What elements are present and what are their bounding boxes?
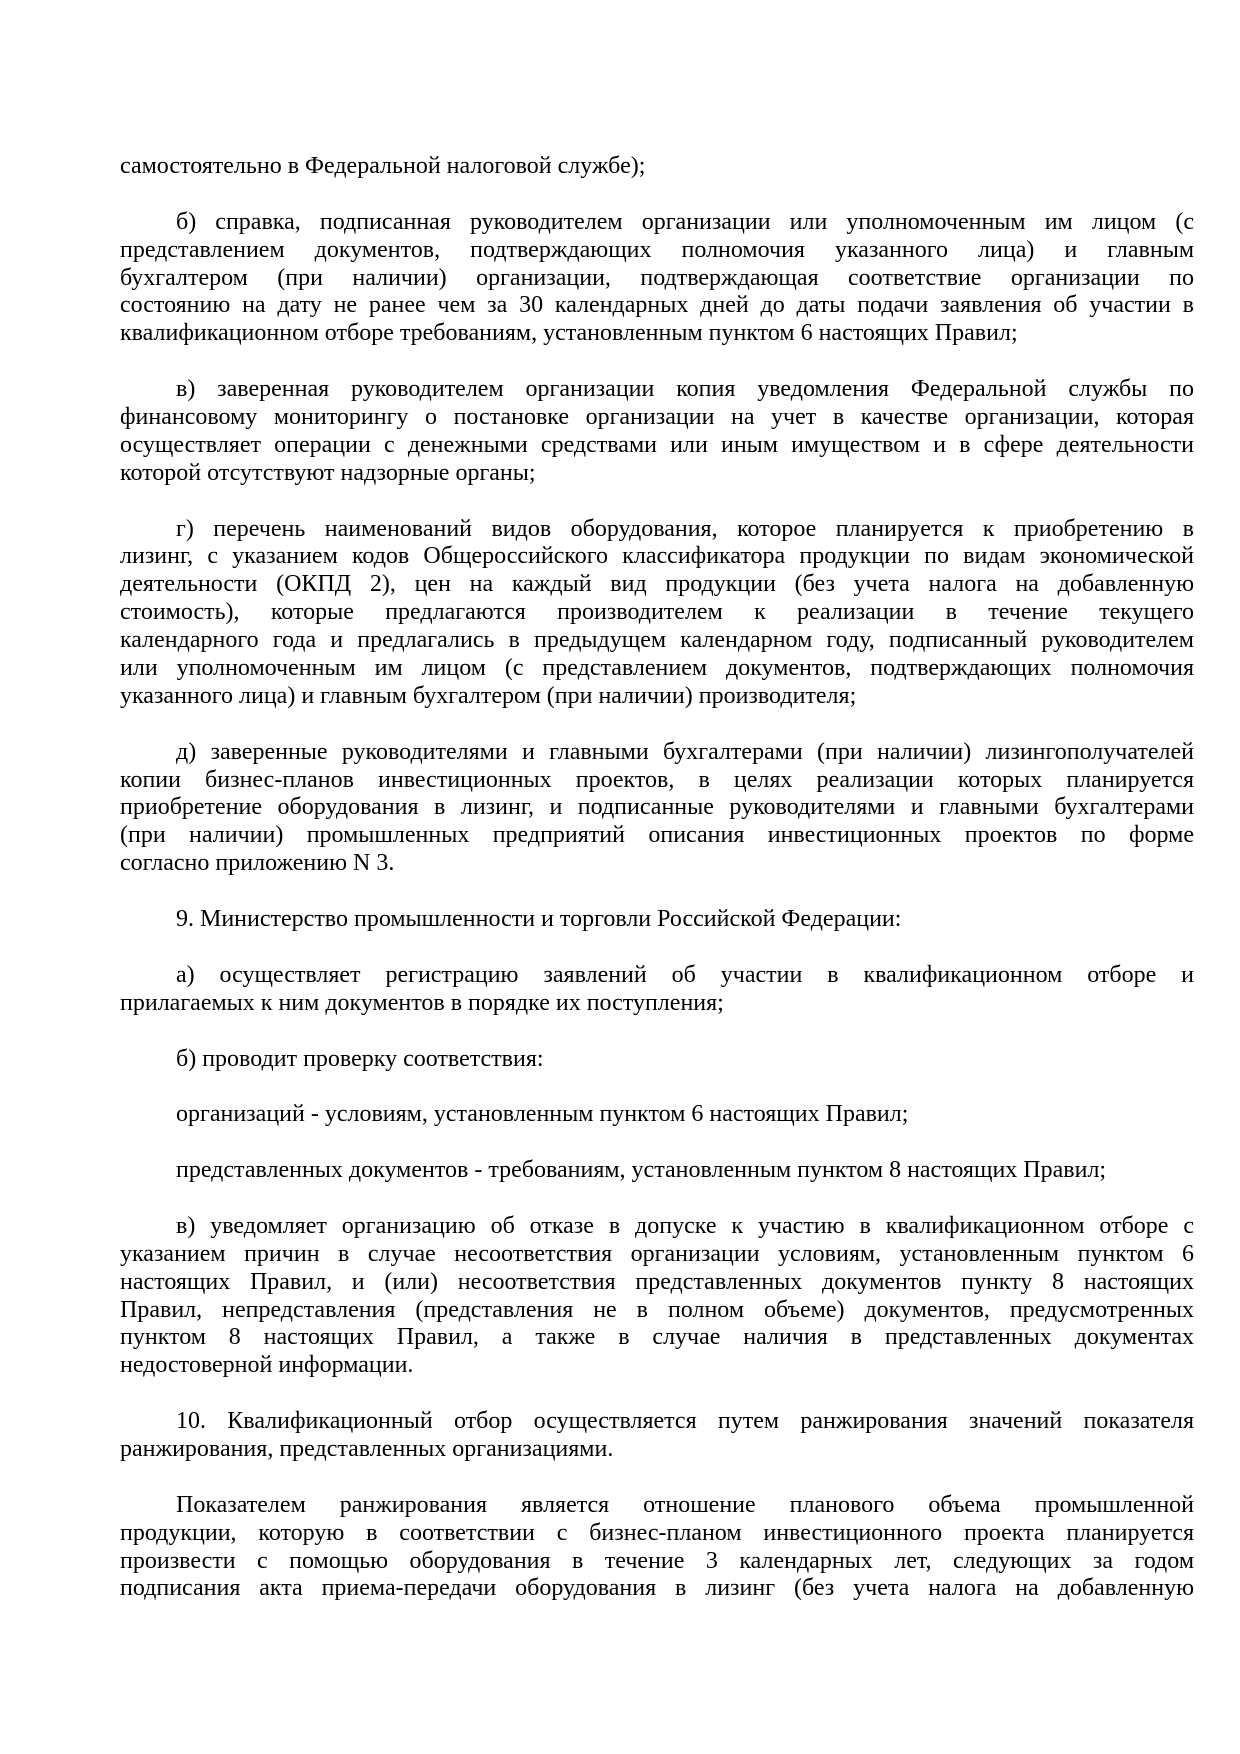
text-line: 9. Министерство промышленности и торговли Российской Федерации:	[176, 906, 902, 933]
text-line: деятельности (ОКПД 2), цен на каждый вид продукции (без учета налога на добавленную	[120, 571, 1194, 598]
paragraph	[120, 1492, 1194, 1604]
text-line: подписания акта приема-передачи оборудования в лизинг (без учета налога на добавленную	[120, 1575, 1194, 1602]
text-line: бухгалтером (при наличии) организации, подтверждающая соответствие организации по	[120, 264, 1194, 291]
text-line: или уполномоченным им лицом (с представлением документов, подтверждающих полномочия	[120, 655, 1194, 682]
text-line: состоянию на дату не ранее чем за 30 календарных дней до даты подачи заявления об участии в	[120, 292, 1194, 319]
text-line: (при наличии) промышленных предприятий описания инвестиционных проектов по форме	[120, 822, 1194, 849]
text-line: недостоверной информации.	[120, 1352, 414, 1379]
text-line: квалификационном отборе требованиям, установленным пунктом 6 настоящих Правил;	[120, 320, 1018, 347]
text-line: г) перечень наименований видов оборудования, которое планируется к приобретению в	[176, 515, 1194, 542]
document-page	[120, 153, 1194, 1631]
text-line: в) уведомляет организацию об отказе в допуске к участию в квалификационном отборе с	[176, 1212, 1194, 1239]
text-line: финансовому мониторингу о постановке организации на учет в качестве организации, которая	[120, 404, 1194, 431]
paragraph	[120, 1408, 1194, 1464]
text-line: пунктом 8 настоящих Правил, а также в случае наличия в представленных документах	[120, 1324, 1194, 1351]
paragraph	[120, 376, 1194, 488]
text-line: а) осуществляет регистрацию заявлений об участии в квалификационном отборе и	[176, 961, 1194, 988]
paragraph	[120, 153, 1194, 181]
text-line: представленных документов - требованиям, установленным пунктом 8 настоящих Правил;	[176, 1157, 1107, 1184]
text-line: указанного лица) и главным бухгалтером (при наличии) производителя;	[120, 682, 857, 709]
paragraph	[120, 1157, 1194, 1185]
text-line: осуществляет операции с денежными средствами или иным имуществом и в сфере деятельности	[120, 431, 1194, 458]
text-line: б) проводит проверку соответствия:	[176, 1045, 544, 1072]
paragraph	[120, 906, 1194, 934]
paragraph	[120, 1213, 1194, 1380]
paragraph	[120, 209, 1194, 348]
paragraph	[120, 1101, 1194, 1129]
text-line: приобретение оборудования в лизинг, и подписанные руководителями и главными бухгалтерами	[120, 794, 1194, 821]
text-line: лизинг, с указанием кодов Общероссийского классификатора продукции по видам экономической	[120, 543, 1194, 570]
text-line: ранжирования, представленных организациями.	[120, 1435, 614, 1462]
text-line: б) справка, подписанная руководителем организации или уполномоченным им лицом (с	[176, 208, 1194, 235]
text-line: Показателем ранжирования является отношение планового объема промышленной	[176, 1491, 1194, 1518]
text-line: самостоятельно в Федеральной налоговой службе);	[120, 153, 646, 179]
text-line: календарного года и предлагались в предыдущем календарном году, подписанный руководителем	[120, 627, 1194, 654]
text-line: согласно приложению N 3.	[120, 850, 395, 877]
paragraph	[120, 739, 1194, 878]
paragraph	[120, 962, 1194, 1018]
text-line: настоящих Правил, и (или) несоответствия представленных документов пункту 8 настоящих	[120, 1268, 1194, 1295]
text-line: копии бизнес-планов инвестиционных проектов, в целях реализации которых планируется	[120, 766, 1194, 793]
text-line: организаций - условиям, установленным пунктом 6 настоящих Правил;	[176, 1101, 909, 1128]
text-line: указанием причин в случае несоответствия организации условиям, установленным пунктом 6	[120, 1240, 1194, 1267]
text-line: д) заверенные руководителями и главными бухгалтерами (при наличии) лизингополучателей	[176, 738, 1194, 765]
text-line: Правил, непредставления (представления не в полном объеме) документов, предусмотренных	[120, 1296, 1194, 1323]
paragraph	[120, 516, 1194, 711]
text-line: представлением документов, подтверждающих полномочия указанного лица) и главным	[120, 236, 1194, 263]
text-line: в) заверенная руководителем организации копия уведомления Федеральной службы по	[176, 376, 1194, 403]
text-line: прилагаемых к ним документов в порядке их поступления;	[120, 989, 724, 1016]
text-line: произвести с помощью оборудования в течение 3 календарных лет, следующих за годом	[120, 1547, 1194, 1574]
text-line: стоимость), которые предлагаются производителем к реализации в течение текущего	[120, 599, 1194, 626]
text-line: продукции, которую в соответствии с бизнес-планом инвестиционного проекта планируется	[120, 1519, 1194, 1546]
text-line: 10. Квалификационный отбор осуществляется путем ранжирования значений показателя	[176, 1408, 1194, 1435]
paragraph	[120, 1046, 1194, 1074]
text-line: которой отсутствуют надзорные органы;	[120, 459, 536, 486]
